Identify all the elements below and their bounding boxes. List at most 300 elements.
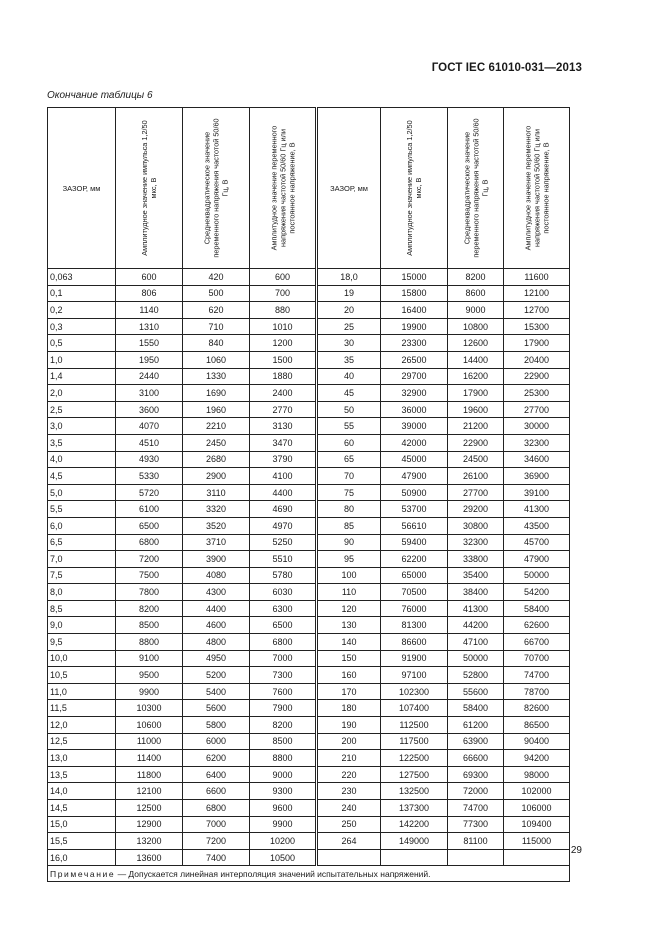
table-cell: 3320	[183, 501, 250, 518]
table-row	[48, 849, 570, 866]
table-cell: 7800	[116, 584, 183, 601]
table-cell: 130	[317, 617, 381, 634]
table-cell: 9600	[250, 800, 317, 817]
table-cell: 8,0	[48, 584, 116, 601]
table-cell: 58400	[504, 600, 570, 617]
table-cell: 4,5	[48, 468, 116, 485]
table-cell: 6,0	[48, 517, 116, 534]
table-cell: 110	[317, 584, 381, 601]
table-cell: 5800	[183, 717, 250, 734]
column-header: Амплитудное значение импульса 1,2/50 мкс, В	[116, 108, 183, 269]
table-cell: 47100	[448, 634, 504, 651]
table-cell: 190	[317, 717, 381, 734]
table-row	[48, 700, 570, 717]
table-cell: 20400	[504, 351, 570, 368]
table-cell: 4300	[183, 584, 250, 601]
column-header: Амплитудное значение переменного напряжения частотой 50/60 Гц или постоянное напряжение, В	[504, 108, 570, 269]
table-cell: 13200	[116, 833, 183, 850]
table-cell: 6500	[116, 517, 183, 534]
table-cell: 17900	[448, 385, 504, 402]
table-row	[48, 617, 570, 634]
table-cell: 3470	[250, 434, 317, 451]
table-cell: 86500	[504, 717, 570, 734]
table-cell: 3520	[183, 517, 250, 534]
table-cell: 20	[317, 302, 381, 319]
table-cell: 9900	[116, 683, 183, 700]
table-cell: 2450	[183, 434, 250, 451]
table-cell: 95	[317, 551, 381, 568]
table-cell: 3,5	[48, 434, 116, 451]
table-cell: 12,0	[48, 717, 116, 734]
table-cell: 15000	[381, 269, 448, 286]
table-cell: 5250	[250, 534, 317, 551]
table-cell: 880	[250, 302, 317, 319]
table-cell: 112500	[381, 717, 448, 734]
table-note-row	[48, 866, 570, 882]
table-cell: 149000	[381, 833, 448, 850]
table-cell	[448, 849, 504, 866]
table-cell: 2900	[183, 468, 250, 485]
table-cell: 59400	[381, 534, 448, 551]
table-cell: 7500	[116, 567, 183, 584]
table-cell: 21200	[448, 418, 504, 435]
table-cell: 11,0	[48, 683, 116, 700]
table-cell: 0,3	[48, 318, 116, 335]
table-cell: 14400	[448, 351, 504, 368]
table-cell: 81100	[448, 833, 504, 850]
table-cell: 19900	[381, 318, 448, 335]
table-cell: 220	[317, 766, 381, 783]
table-cell: 115000	[504, 833, 570, 850]
table-cell: 22900	[504, 368, 570, 385]
table-row	[48, 468, 570, 485]
table-cell: 5,5	[48, 501, 116, 518]
table-cell: 7300	[250, 667, 317, 684]
table-cell: 102300	[381, 683, 448, 700]
table-cell: 5400	[183, 683, 250, 700]
table-cell: 9900	[250, 816, 317, 833]
table-cell: 1060	[183, 351, 250, 368]
table-cell: 1950	[116, 351, 183, 368]
table-row	[48, 418, 570, 435]
table-cell: 12900	[116, 816, 183, 833]
table-cell: 5780	[250, 567, 317, 584]
table-cell: 7000	[183, 816, 250, 833]
table-cell: 5330	[116, 468, 183, 485]
table-cell: 600	[116, 269, 183, 286]
table-cell	[381, 849, 448, 866]
table-cell: 82600	[504, 700, 570, 717]
table-cell: 142200	[381, 816, 448, 833]
table-cell: 52800	[448, 667, 504, 684]
table-cell: 4,0	[48, 451, 116, 468]
table-cell: 58400	[448, 700, 504, 717]
table-cell: 840	[183, 335, 250, 352]
table-cell: 12,5	[48, 733, 116, 750]
table-cell: 55	[317, 418, 381, 435]
table-row	[48, 434, 570, 451]
column-header: Среднеквадратическое значение переменного напряжения частотой 50/60 Гц, В	[183, 108, 250, 269]
table-cell: 40	[317, 368, 381, 385]
table-cell: 500	[183, 285, 250, 302]
table-cell: 210	[317, 750, 381, 767]
table-cell: 7200	[116, 551, 183, 568]
column-header: ЗАЗОР, мм	[317, 108, 381, 269]
table-cell: 19	[317, 285, 381, 302]
table-cell: 7,0	[48, 551, 116, 568]
table-row	[48, 534, 570, 551]
table-cell: 81300	[381, 617, 448, 634]
table-cell: 4800	[183, 634, 250, 651]
table-cell: 180	[317, 700, 381, 717]
page-number: 29	[570, 845, 582, 856]
table-cell: 1200	[250, 335, 317, 352]
table-cell: 15,0	[48, 816, 116, 833]
table-cell: 90400	[504, 733, 570, 750]
table-cell: 6400	[183, 766, 250, 783]
table-cell: 2770	[250, 401, 317, 418]
table-cell: 250	[317, 816, 381, 833]
table-cell: 600	[250, 269, 317, 286]
table-cell: 94200	[504, 750, 570, 767]
table-row	[48, 600, 570, 617]
column-header: Амплитудное значение импульса 1,2/50 мкс, В	[381, 108, 448, 269]
table-cell: 14,5	[48, 800, 116, 817]
table-cell: 3130	[250, 418, 317, 435]
table-cell: 5510	[250, 551, 317, 568]
table-cell: 4070	[116, 418, 183, 435]
table-cell: 70500	[381, 584, 448, 601]
table-cell: 13600	[116, 849, 183, 866]
table-cell: 18,0	[317, 269, 381, 286]
table-cell: 60	[317, 434, 381, 451]
table-cell: 36900	[504, 468, 570, 485]
table-cell: 12500	[116, 800, 183, 817]
table-cell: 5,0	[48, 484, 116, 501]
table-cell: 8600	[448, 285, 504, 302]
table-cell: 12100	[116, 783, 183, 800]
table-cell: 63900	[448, 733, 504, 750]
table-cell: 7900	[250, 700, 317, 717]
table-cell: 127500	[381, 766, 448, 783]
voltage-clearance-table	[47, 107, 570, 882]
table-cell: 3600	[116, 401, 183, 418]
table-cell: 26500	[381, 351, 448, 368]
table-caption: Окончание таблицы 6	[47, 90, 153, 101]
table-cell: 66700	[504, 634, 570, 651]
table-cell: 10300	[116, 700, 183, 717]
table-cell: 35	[317, 351, 381, 368]
table-cell: 7000	[250, 650, 317, 667]
table-cell: 264	[317, 833, 381, 850]
table-cell: 420	[183, 269, 250, 286]
table-cell: 26100	[448, 468, 504, 485]
table-cell: 2440	[116, 368, 183, 385]
table-cell: 15,5	[48, 833, 116, 850]
table-cell: 1,0	[48, 351, 116, 368]
table-row	[48, 551, 570, 568]
table-cell: 65	[317, 451, 381, 468]
table-cell: 10200	[250, 833, 317, 850]
table-cell	[504, 849, 570, 866]
table-cell: 69300	[448, 766, 504, 783]
table-cell: 74700	[448, 800, 504, 817]
table-cell: 10,5	[48, 667, 116, 684]
table-cell: 620	[183, 302, 250, 319]
table-cell: 2,0	[48, 385, 116, 402]
table-cell: 41300	[448, 600, 504, 617]
table-cell: 32300	[504, 434, 570, 451]
table-cell: 66600	[448, 750, 504, 767]
table-cell: 2680	[183, 451, 250, 468]
table-cell: 4600	[183, 617, 250, 634]
table-cell: 7400	[183, 849, 250, 866]
table-cell: 90	[317, 534, 381, 551]
table-cell: 6000	[183, 733, 250, 750]
table-cell: 97100	[381, 667, 448, 684]
table-row	[48, 584, 570, 601]
table-cell: 4400	[250, 484, 317, 501]
table-cell: 16400	[381, 302, 448, 319]
table-cell: 7,5	[48, 567, 116, 584]
table-cell: 47900	[381, 468, 448, 485]
table-cell: 2,5	[48, 401, 116, 418]
table-cell: 2210	[183, 418, 250, 435]
table-cell: 4970	[250, 517, 317, 534]
table-cell: 8500	[250, 733, 317, 750]
table-cell: 80	[317, 501, 381, 518]
table-cell: 65000	[381, 567, 448, 584]
table-cell: 3100	[116, 385, 183, 402]
table-cell: 1550	[116, 335, 183, 352]
table-row	[48, 667, 570, 684]
table-cell: 39100	[504, 484, 570, 501]
table-cell: 3900	[183, 551, 250, 568]
table-cell: 8800	[250, 750, 317, 767]
table-row	[48, 484, 570, 501]
table-cell: 5200	[183, 667, 250, 684]
table-cell: 12100	[504, 285, 570, 302]
table-cell: 62600	[504, 617, 570, 634]
table-cell: 109400	[504, 816, 570, 833]
table-cell: 75	[317, 484, 381, 501]
table-cell: 6800	[250, 634, 317, 651]
table-cell: 22900	[448, 434, 504, 451]
note-text: — Допускается линейная интерполяция значений испытательных напряжений.	[115, 868, 431, 879]
table-cell: 12700	[504, 302, 570, 319]
table-cell: 6500	[250, 617, 317, 634]
table-cell: 42000	[381, 434, 448, 451]
table-cell: 9300	[250, 783, 317, 800]
table-cell: 45	[317, 385, 381, 402]
table-cell: 9000	[448, 302, 504, 319]
table-row	[48, 800, 570, 817]
table-row	[48, 733, 570, 750]
table-row	[48, 833, 570, 850]
table-cell: 30800	[448, 517, 504, 534]
table-cell: 240	[317, 800, 381, 817]
table-cell: 8200	[116, 600, 183, 617]
table-cell: 29200	[448, 501, 504, 518]
table-cell: 0,1	[48, 285, 116, 302]
table-cell: 36000	[381, 401, 448, 418]
table-row	[48, 567, 570, 584]
table-cell: 1010	[250, 318, 317, 335]
table-cell: 700	[250, 285, 317, 302]
table-cell: 3790	[250, 451, 317, 468]
table-cell: 132500	[381, 783, 448, 800]
table-cell: 27700	[448, 484, 504, 501]
table-cell: 70	[317, 468, 381, 485]
table-cell: 41300	[504, 501, 570, 518]
table-cell: 6200	[183, 750, 250, 767]
table-cell: 3,0	[48, 418, 116, 435]
table-cell: 117500	[381, 733, 448, 750]
table-cell: 3110	[183, 484, 250, 501]
table-cell: 1330	[183, 368, 250, 385]
table-cell: 0,2	[48, 302, 116, 319]
table-row	[48, 318, 570, 335]
table-row	[48, 634, 570, 651]
table-cell: 74700	[504, 667, 570, 684]
table-cell: 100	[317, 567, 381, 584]
table-cell: 98000	[504, 766, 570, 783]
table-cell: 1880	[250, 368, 317, 385]
table-cell	[317, 849, 381, 866]
table-note	[48, 866, 570, 882]
table-cell: 11,5	[48, 700, 116, 717]
table-cell: 50000	[448, 650, 504, 667]
table-cell: 9,5	[48, 634, 116, 651]
table-cell: 86600	[381, 634, 448, 651]
table-cell: 10500	[250, 849, 317, 866]
table-cell: 137300	[381, 800, 448, 817]
table-cell: 0,063	[48, 269, 116, 286]
table-cell: 77300	[448, 816, 504, 833]
table-cell: 11800	[116, 766, 183, 783]
table-row	[48, 750, 570, 767]
table-cell: 9,0	[48, 617, 116, 634]
table-cell: 44200	[448, 617, 504, 634]
table-cell: 32300	[448, 534, 504, 551]
table-cell: 4690	[250, 501, 317, 518]
table-cell: 102000	[504, 783, 570, 800]
table-cell: 107400	[381, 700, 448, 717]
table-cell: 4080	[183, 567, 250, 584]
table-cell: 6300	[250, 600, 317, 617]
table-cell: 4510	[116, 434, 183, 451]
table-cell: 24500	[448, 451, 504, 468]
table-cell: 8,5	[48, 600, 116, 617]
table-cell: 55600	[448, 683, 504, 700]
table-cell: 6600	[183, 783, 250, 800]
table-cell: 45000	[381, 451, 448, 468]
table-cell: 1310	[116, 318, 183, 335]
table-cell: 34600	[504, 451, 570, 468]
table-cell: 29700	[381, 368, 448, 385]
table-row	[48, 302, 570, 319]
table-row	[48, 766, 570, 783]
table-cell: 14,0	[48, 783, 116, 800]
table-cell: 33800	[448, 551, 504, 568]
table-cell: 8200	[250, 717, 317, 734]
table-cell: 12600	[448, 335, 504, 352]
table-cell: 11400	[116, 750, 183, 767]
table-cell: 140	[317, 634, 381, 651]
table-cell: 1960	[183, 401, 250, 418]
table-cell: 6100	[116, 501, 183, 518]
table-cell: 13,0	[48, 750, 116, 767]
table-cell: 3710	[183, 534, 250, 551]
table-row	[48, 783, 570, 800]
table-cell: 4930	[116, 451, 183, 468]
table-cell: 6,5	[48, 534, 116, 551]
table-row	[48, 285, 570, 302]
table-cell: 1500	[250, 351, 317, 368]
table-row	[48, 717, 570, 734]
table-cell: 6030	[250, 584, 317, 601]
table-cell: 8200	[448, 269, 504, 286]
table-cell: 53700	[381, 501, 448, 518]
table-cell: 10,0	[48, 650, 116, 667]
table-cell: 200	[317, 733, 381, 750]
table-cell: 50000	[504, 567, 570, 584]
table-cell: 710	[183, 318, 250, 335]
table-cell: 70700	[504, 650, 570, 667]
table-cell: 9000	[250, 766, 317, 783]
table-cell: 4400	[183, 600, 250, 617]
table-cell: 5720	[116, 484, 183, 501]
table-row	[48, 368, 570, 385]
table-cell: 230	[317, 783, 381, 800]
column-header: Амплитудное значение переменного напряжения частотой 50/60 Гц или постоянное напряжение, В	[250, 108, 317, 269]
table-cell: 91900	[381, 650, 448, 667]
table-cell: 25	[317, 318, 381, 335]
table-cell: 6800	[183, 800, 250, 817]
document-standard-header: ГОСТ IEC 61010-031—2013	[431, 62, 582, 74]
table-row	[48, 401, 570, 418]
table-row	[48, 683, 570, 700]
table-cell: 23300	[381, 335, 448, 352]
table-cell: 10600	[116, 717, 183, 734]
table-cell: 10800	[448, 318, 504, 335]
table-cell: 6800	[116, 534, 183, 551]
table-header-row	[48, 108, 570, 269]
table-cell: 1690	[183, 385, 250, 402]
table-cell: 50	[317, 401, 381, 418]
table-cell: 72000	[448, 783, 504, 800]
note-label: Примечание	[50, 868, 116, 879]
table-cell: 15300	[504, 318, 570, 335]
table-cell: 62200	[381, 551, 448, 568]
table-cell: 4950	[183, 650, 250, 667]
table-row	[48, 335, 570, 352]
table-cell: 8500	[116, 617, 183, 634]
table-cell: 30000	[504, 418, 570, 435]
table-cell: 39000	[381, 418, 448, 435]
table-cell: 76000	[381, 600, 448, 617]
table-cell: 15800	[381, 285, 448, 302]
table-cell: 17900	[504, 335, 570, 352]
table-row	[48, 451, 570, 468]
table-row	[48, 351, 570, 368]
table-row	[48, 385, 570, 402]
table-cell: 45700	[504, 534, 570, 551]
table-cell: 4100	[250, 468, 317, 485]
table-cell: 8800	[116, 634, 183, 651]
table-cell: 54200	[504, 584, 570, 601]
table-cell: 11000	[116, 733, 183, 750]
